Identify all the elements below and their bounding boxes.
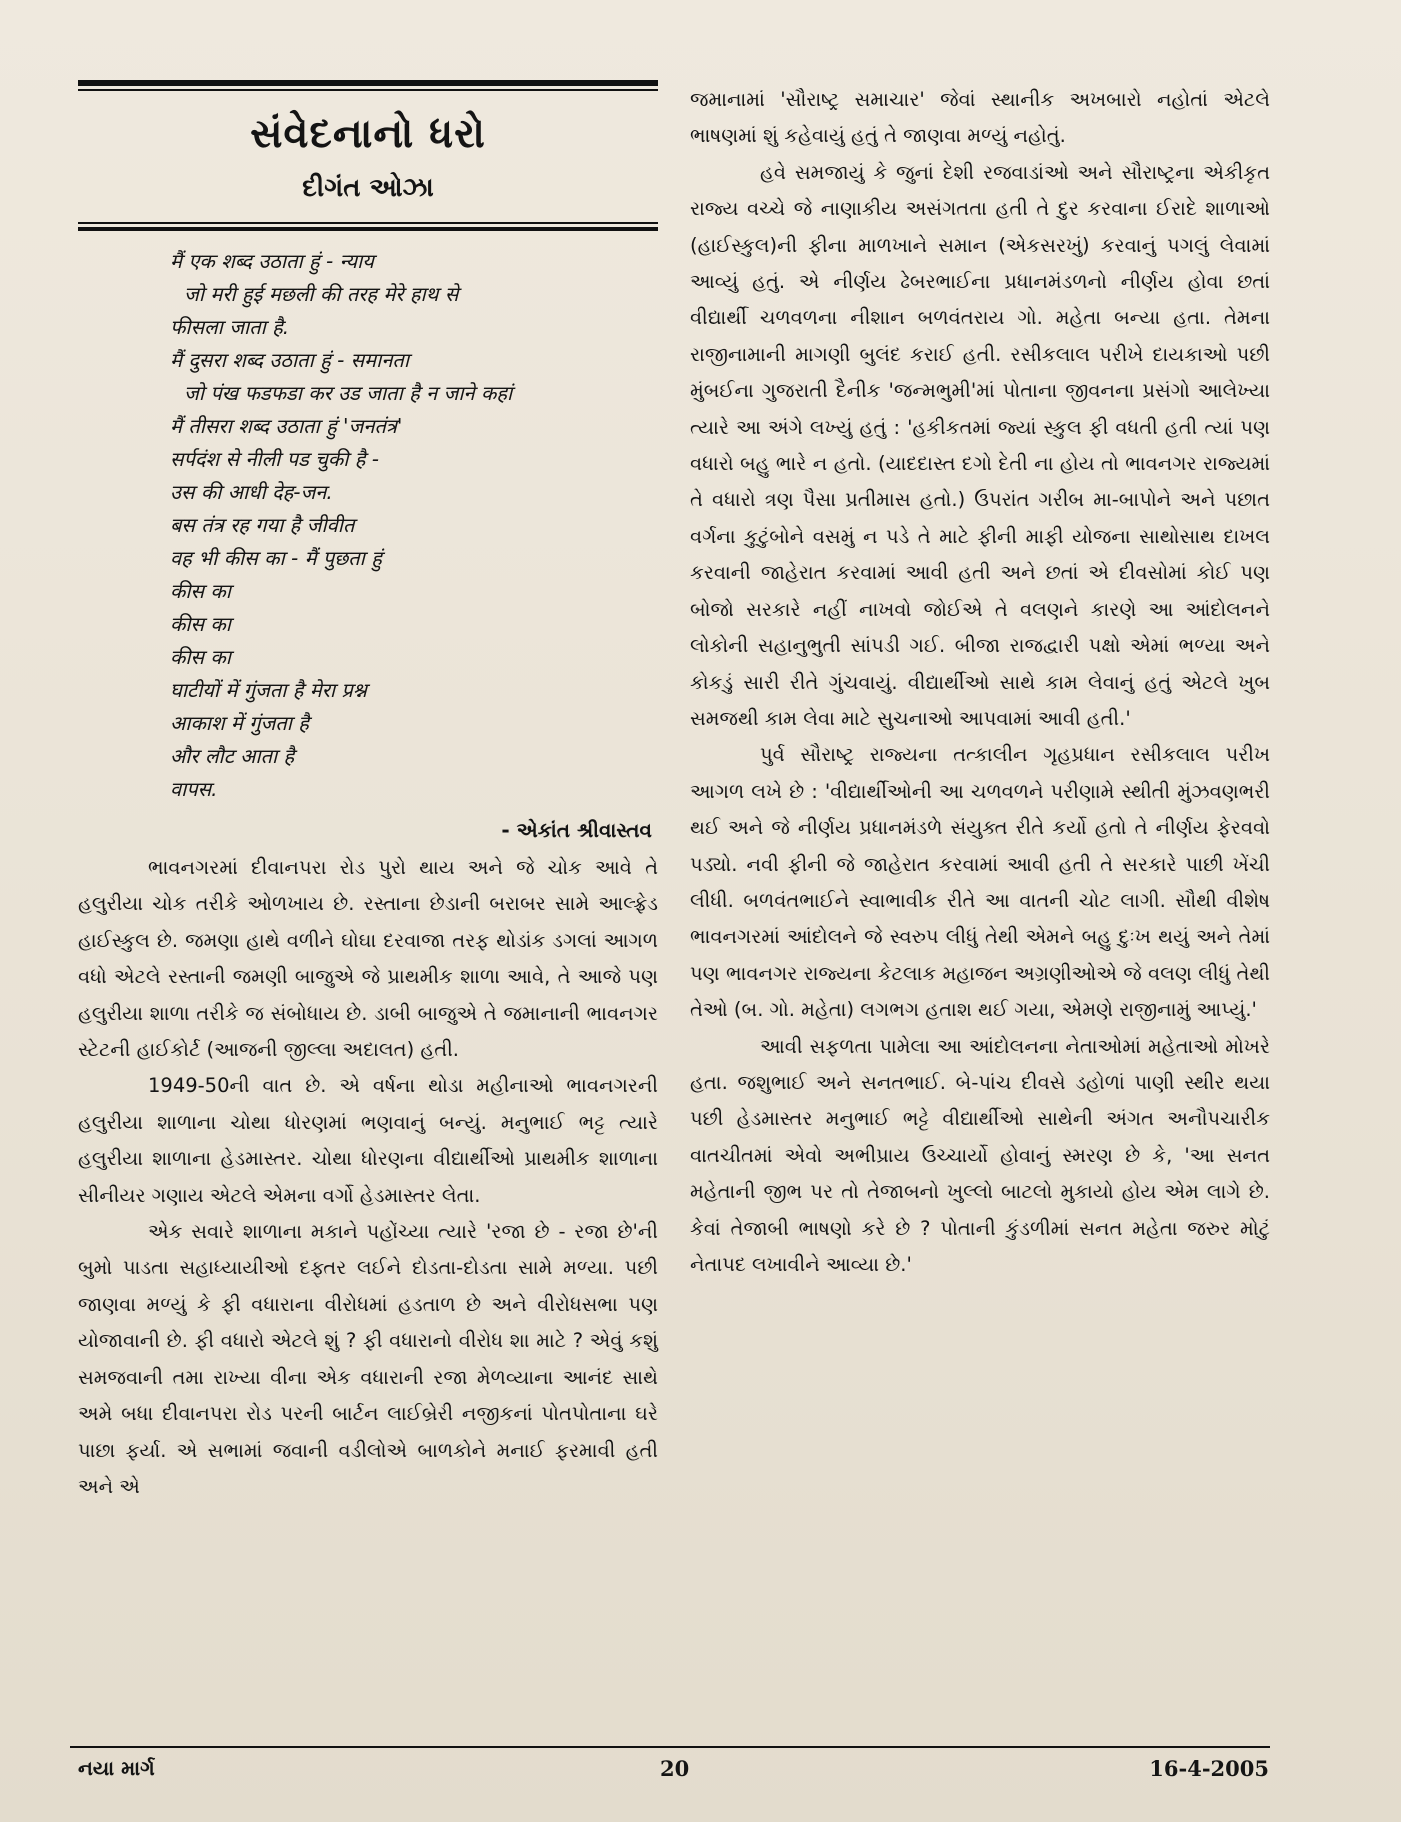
poem-line: कीस का — [170, 612, 231, 636]
article-author: દીગંત ઓઝા — [302, 173, 434, 203]
poem-line: और लौट आता है — [170, 744, 295, 768]
body-paragraph: પુર્વ સૌરાષ્ટ્ર રાજ્યના તત્કાલીન ગૃહપ્રધાન રસીકલાલ પરીખ આગળ લખે છે : 'વીદ્યાર્થીઓની આ ચળવળને પરીણામે સ્થીતી મુંઝવણભરી થઈ અને જે નીર્ણય પ્રધાનમંડળે સંયુક્ત રીતે કર્યો હતો તે નીર્ણય ફેરવવો પડ્યો. નવી ફીની જે જાહેરાત કરવામાં આવી હતી તે સરકારે પાછી ખેંચી લીધી. બળવંતભાઈને સ્વાભાવીક રીતે આ વાતની ચોટ લાગી. સૌથી વીશેષ ભાવનગરમાં આંદોલને જે સ્વરુપ લીધું તેથી એમને બહુ દુઃખ થયું અને તેમાં પણ ભાવનગર રાજ્યના કેટલાક મહાજન અગ્રણીઓએ જે વલણ લીધું તેથી તેઓ (બ. ગો. મહેતા) લગભગ હતાશ થઈ ગયા, એમણે રાજીનામું આપ્યું.' — [690, 743, 1270, 1022]
poem-line: वापस. — [170, 777, 218, 801]
left-column — [78, 80, 658, 1505]
footer-rule — [70, 1746, 1270, 1748]
poem-line: मैं तीसरा शब्द उठाता हुं 'जनतंत्र' — [170, 414, 403, 438]
title-bottom-thin-rule — [78, 222, 658, 224]
publication-name: નયા માર્ગ — [78, 1756, 155, 1780]
right-column — [690, 82, 1270, 1283]
title-top-rule — [78, 80, 658, 86]
body-paragraph: આવી સફળતા પામેલા આ આંદોલનના નેતાઓમાં મહેતાઓ મોખરે હતા. જશુભાઈ અને સનતભાઈ. બે-પાંચ દીવસે ડહોળાં પાણી સ્થીર થયા પછી હેડમાસ્તર મનુભાઈ ભટ્ટે વીદ્યાર્થીઓ સાથેની અંગત અનૌપચારીક વાતચીતમાં એવો અભીપ્રાય ઉચ્ચાર્યો હોવાનું સ્મરણ છે કે, 'આ સનત મહેતાની જીભ પર તો તેજાબનો ખુલ્લો બાટલો મુકાયો હોય એમ લાગે છે. કેવાં તેજાબી ભાષણો કરે છે ? પોતાની કુંડળીમાં સનત મહેતા જરુર મોટું નેતાપદ લખાવીને આવ્યા છે.' — [690, 1034, 1270, 1276]
poem-line: जो पंख फडफडा कर उड जाता है न जाने कहां — [184, 381, 513, 405]
article-title: સંવેદનાનો ધરો — [250, 111, 486, 157]
poem-line: आकाश में गुंजता है — [170, 711, 309, 735]
poem-line: मैं एक शब्द उठाता हुं - न्याय — [170, 249, 374, 273]
poem-line: बस तंत्र रह गया है जीवीत — [170, 513, 355, 537]
title-top-thin-rule — [78, 89, 658, 91]
body-paragraph: જમાનામાં 'સૌરાષ્ટ્ર સમાચાર' જેવાં સ્થાનીક અખબારો નહોતાં એટલે ભાષણમાં શું કહેવાયું હતું તે જાણવા મળ્યું નહોતું. — [690, 88, 1270, 148]
poem-line: घाटीयों में गुंजता है मेरा प्रश्न — [170, 678, 367, 702]
body-paragraph: ભાવનગરમાં દીવાનપરા રોડ પુરો થાય અને જે ચોક આવે તે હલુરીયા ચોક તરીકે ઓળખાય છે. રસ્તાના છેડાની બરાબર સામે આલ્ફ્રેડ હાઈસ્કુલ છે. જમણા હાથે વળીને ઘોઘા દરવાજા તરફ થોડાંક ડગલાં આગળ વધો એટલે રસ્તાની જમણી બાજુએ જે પ્રાથમીક શાળા આવે, તે આજે પણ હલુરીયા શાળા તરીકે જ સંબોધાય છે. ડાબી બાજુએ તે જમાનાની ભાવનગર સ્ટેટની હાઈકોર્ટ (આજની જીલ્લા અદાલત) હતી. — [78, 856, 658, 1062]
poem-attribution: - એકાંત શ્રીવાસ્તવ — [501, 818, 652, 842]
title-bottom-rule — [78, 227, 658, 231]
poem-line: फीसला जाता है. — [170, 315, 290, 339]
body-paragraph: એક સવારે શાળાના મકાને પહોંચ્યા ત્યારે 'રજા છે - રજા છે'ની બુમો પાડતા સહાધ્યાયીઓ દફ્તર લઈને દોડતા-દોડતા સામે મળ્યા. પછી જાણવા મળ્યું કે ફી વધારાના વીરોધમાં હડતાળ છે અને વીરોધસભા પણ યોજાવાની છે. ફી વધારો એટલે શું ? ફી વધારાનો વીરોધ શા માટે ? એવું કશું સમજવાની તમા રાખ્યા વીના એક વધારાની રજા મેળવ્યાના આનંદ સાથે અમે બધા દીવાનપરા રોડ પરની બાર્ટન લાઈબ્રેરી નજીકનાં પોતપોતાના ઘરે પાછા ફર્યા. એ સભામાં જવાની વડીલોએ બાળકોને મનાઈ ફરમાવી હતી અને એ — [78, 1220, 658, 1498]
poem-line: कीस का — [170, 645, 231, 669]
poem-line: कीस का — [170, 579, 231, 603]
poem — [170, 245, 658, 806]
poem-line: मैं दुसरा शब्द उठाता हुं - समानता — [170, 348, 410, 372]
poem-line: सर्पदंश से नीली पड चुकी है - — [170, 447, 379, 471]
poem-line: उस की आधी देह-जन. — [170, 480, 333, 504]
poem-line: जो मरी हुई मछली की तरह मेरे हाथ से — [184, 282, 459, 306]
body-paragraph: 1949-50ની વાત છે. એ વર્ષના થોડા મહીનાઓ ભાવનગરની હલુરીયા શાળાના ચોથા ધોરણમાં ભણવાનું બન્યું. મનુભાઈ ભટ્ટ ત્યારે હલુરીયા શાળાના હેડમાસ્તર. ચોથા ધોરણના વીદ્યાર્થીઓ પ્રાથમીક શાળાના સીનીયર ગણાય એટલે એમના વર્ગો હેડમાસ્તર લેતા. — [78, 1074, 658, 1207]
poem-line: वह भी कीस का - मैं पुछता हुं — [170, 546, 382, 570]
page-number: 20 — [660, 1756, 690, 1781]
body-paragraph: હવે સમજાયું કે જુનાં દેશી રજવાડાંઓ અને સૌરાષ્ટ્રના એકીકૃત રાજ્ય વચ્ચે જે નાણાકીય અસંગતતા હતી તે દુર કરવાના ઈરાદે શાળાઓ (હાઈસ્કુલ)ની ફીના માળખાને સમાન (એકસરખું) કરવાનું પગલું લેવામાં આવ્યું હતું. એ નીર્ણય ઢેબરભાઈના પ્રધાનમંડળનો નીર્ણય હોવા છતાં વીદ્યાર્થી ચળવળના નીશાન બળવંતરાય ગો. મહેતા બન્યા હતા. તેમના રાજીનામાની માગણી બુલંદ કરાઈ હતી. રસીકલાલ પરીખે દાયકાઓ પછી મુંબઈના ગુજરાતી દૈનીક 'જન્મભુમી'માં પોતાના જીવનના પ્રસંગો આલેખ્યા ત્યારે આ અંગે લખ્યું હતું : 'હકીકતમાં જ્યાં સ્કુલ ફી વધતી હતી ત્યાં પણ વધારો બહુ ભારે ન હતો. (યાદદાસ્ત દગો દેતી ના હોય તો ભાવનગર રાજ્યમાં તે વધારો ત્રણ પૈસા પ્રતીમાસ હતો.) ઉપરાંત ગરીબ મા-બાપોને અને પછાત વર્ગના કુટુંબોને વસમું ન પડે તે માટે ફીની માફી યોજના સાથોસાથ દાખલ કરવાની જાહેરાત કરવામાં આવી હતી અને છતાં એ દીવસોમાં કોઈ પણ બોજો સરકારે નહીં નાખવો જોઈએ તે વલણને કારણે આ આંદોલનને લોકોની સહાનુભુતી સાંપડી ગઈ. બીજા રાજદ્વારી પક્ષો એમાં ભળ્યા અને કોકડું સારી રીતે ગુંચવાયું. વીદ્યાર્થીઓ સાથે કામ લેવાનું હતું એટલે ખુબ સમજથી કામ લેવા માટે સુચનાઓ આપવામાં આવી હતી.' — [690, 160, 1270, 730]
issue-date: 16-4-2005 — [1149, 1756, 1269, 1781]
